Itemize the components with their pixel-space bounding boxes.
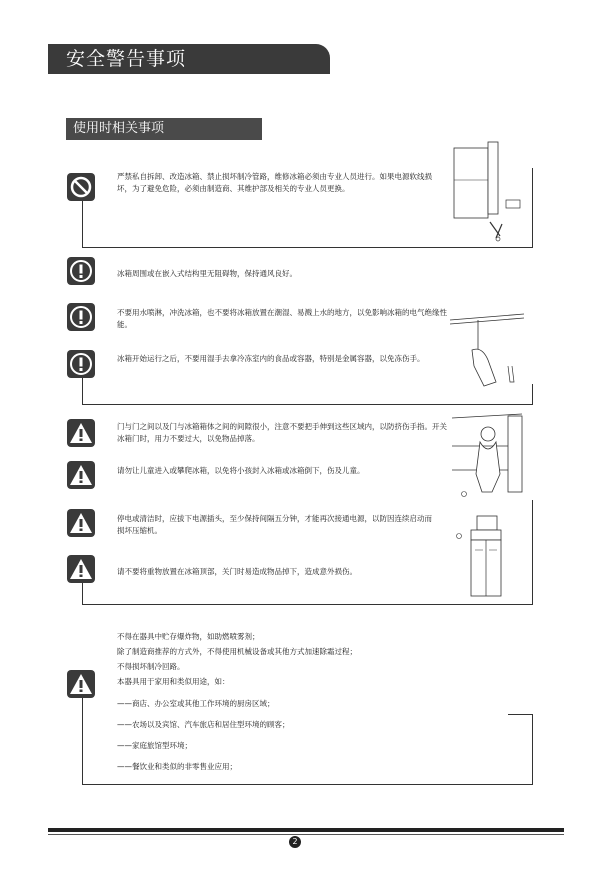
warning-text-7: 停电或清洁时，应拔下电源插头，至少保持间隔五分钟，才能再次接通电源，以防因连续启动而损坏压缩机。 <box>117 514 432 535</box>
final-line-3: 不得损坏制冷回路。 <box>117 662 185 671</box>
bracket-line <box>532 500 533 605</box>
bracket-line <box>508 714 532 715</box>
warning-text-3: 不要用水喷淋，冲洗冰箱，也不要将冰箱放置在潮湿、易溅上水的地方，以免影响冰箱的电气绝缘性能。 <box>117 308 447 329</box>
final-line-2: 除了制造商推荐的方式外，不得使用机械设备或其他方式加速除霜过程； <box>117 647 357 656</box>
section-title: 使用时相关事项 <box>73 121 165 136</box>
page-number: 2 <box>289 836 301 848</box>
exclamation-icon <box>67 303 95 331</box>
bracket-line <box>82 201 83 247</box>
warning-text-6: 请勿让儿童进入或攀爬冰箱，以免将小孩封入冰箱或冰箱倒下，伤及儿童。 <box>117 466 365 475</box>
footer-rule <box>48 834 564 835</box>
warning-text-1: 严禁私自拆卸、改造冰箱、禁止损坏制冷管路，维修冰箱必须由专业人员进行。如果电源软线损坏，为了避免危险，必须由制造商、其维护部及相关的专业人员更换。 <box>117 172 432 193</box>
final-line-6: ——农场以及宾馆、汽车旅店和居住型环境的顾客； <box>117 720 290 729</box>
final-line-7: ——家庭旅馆型环境； <box>117 741 192 750</box>
bracket-line <box>532 384 533 405</box>
bracket-line <box>82 784 532 785</box>
warning-triangle-icon <box>67 461 95 489</box>
bracket-line <box>82 378 83 404</box>
bracket-line <box>82 404 532 405</box>
child-fridge-illustration <box>452 412 532 504</box>
warning-text-5: 门与门之间以及门与冰箱箱体之间的间隙很小，注意不要把手伸到这些区域内，以防挤伤手指。开关冰箱门时，用力不要过大，以免物品掉落。 <box>117 422 447 443</box>
fridge-tools-illustration <box>448 140 528 250</box>
final-line-8: ——餐饮业和类似的非零售业应用； <box>117 762 237 771</box>
warning-text-8: 请不要将重物放置在冰箱顶部，关门时易造成物品掉下，造成意外损伤。 <box>117 567 357 576</box>
exclamation-icon <box>67 350 95 378</box>
heavy-objects-illustration <box>455 510 527 600</box>
bracket-line <box>532 168 533 248</box>
footer-rule <box>48 828 564 832</box>
warning-triangle-icon <box>67 670 95 698</box>
bracket-line <box>82 583 83 604</box>
final-line-5: ——商店、办公室或其他工作环境的厨房区域； <box>117 699 275 708</box>
warning-text-4: 冰箱开始运行之后，不要用湿手去拿冷冻室内的食品或容器，特别是金属容器，以免冻伤手。 <box>117 354 425 363</box>
warning-triangle-icon <box>67 555 95 583</box>
bracket-line <box>82 604 532 605</box>
bracket-line <box>532 714 533 785</box>
bracket-line <box>82 698 83 784</box>
warning-triangle-icon <box>67 419 95 447</box>
prohibited-icon <box>67 173 95 201</box>
wet-hand-illustration <box>448 310 528 390</box>
warning-triangle-icon <box>67 509 95 537</box>
page-title: 安全警告事项 <box>66 48 187 70</box>
exclamation-icon <box>67 257 95 285</box>
warning-text-2: 冰箱周围或在嵌入式结构里无阻碍物，保持通风良好。 <box>117 269 297 278</box>
final-line-1: 不得在器具中贮存爆炸物，如助燃喷雾剂； <box>117 632 260 641</box>
final-line-4: 本器具用于家用和类似用途，如： <box>117 677 230 686</box>
